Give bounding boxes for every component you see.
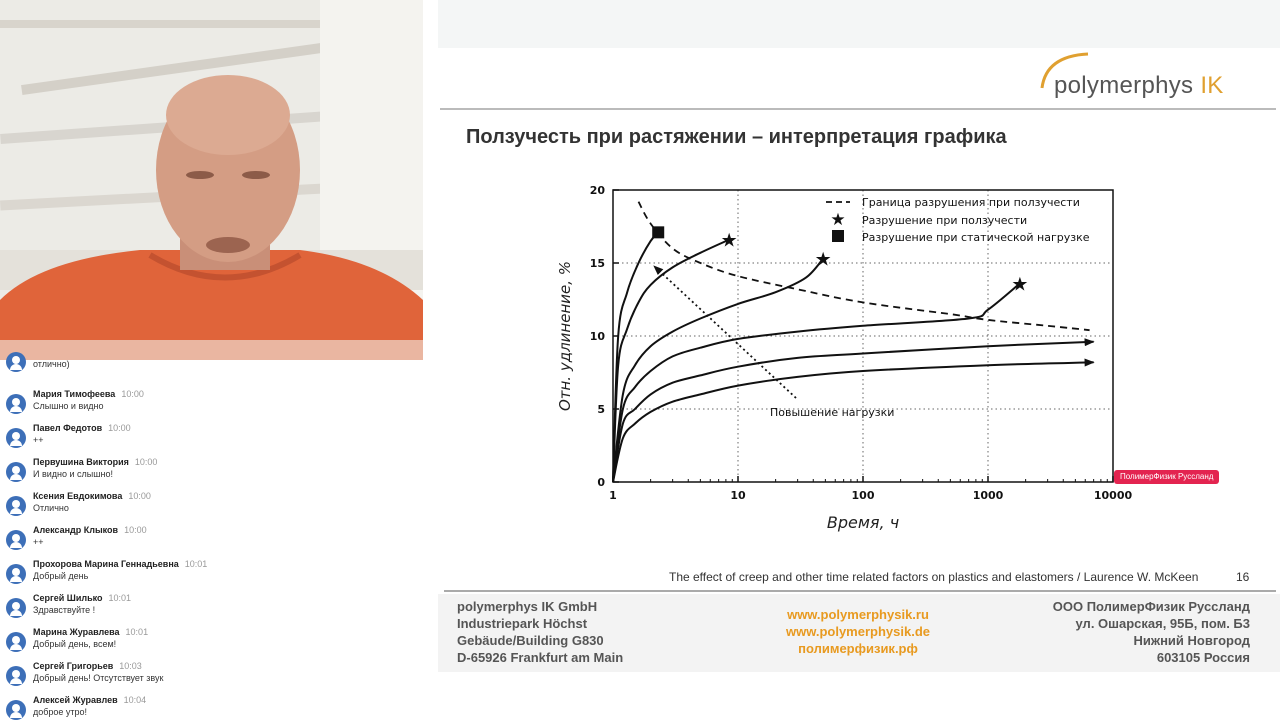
footer-link[interactable]: www.polymerphysik.de <box>785 624 930 639</box>
slide-top-band <box>438 0 1280 48</box>
chat-time: 10:00 <box>124 525 147 535</box>
chat-message-text: Добрый день, всем! <box>33 639 117 649</box>
footer-divider <box>444 590 1276 592</box>
chat-time: 10:00 <box>134 457 158 467</box>
static-rupture-square-icon <box>652 226 664 238</box>
user-avatar-icon <box>6 598 26 618</box>
footer-link[interactable]: полимерфизик.рф <box>798 641 918 656</box>
slide-page-number: 16 <box>1236 570 1250 584</box>
chat-author: Марина Журавлева <box>33 627 120 637</box>
chat-message <box>0 660 432 694</box>
footer-link[interactable]: www.polymerphysik.ru <box>787 607 929 622</box>
footer-line: Нижний Новгород <box>1133 633 1250 648</box>
y-tick-label: 0 <box>597 476 605 489</box>
chat-message-text: Отлично <box>33 503 69 513</box>
x-tick-label: 1000 <box>972 489 1004 502</box>
chat-message <box>0 694 432 728</box>
footer-websites <box>768 606 948 657</box>
chat-time: 10:00 <box>108 423 131 433</box>
chat-author: Ксения Евдокимова <box>33 491 123 501</box>
chat-time: 10:00 <box>121 389 144 399</box>
chat-author: Прохорова Марина Геннадьевна <box>33 559 179 569</box>
logo-accent: IK <box>1200 72 1224 99</box>
chat-author: Мария Тимофеева <box>33 389 116 399</box>
logo-text: polymerphys <box>1054 72 1201 99</box>
user-avatar-icon <box>6 700 26 720</box>
user-avatar-icon <box>6 352 26 372</box>
chat-time: 10:01 <box>125 627 149 637</box>
chat-time: 10:01 <box>108 593 132 603</box>
user-avatar-icon <box>6 632 26 652</box>
creep-curve <box>613 362 1094 482</box>
legend-item: Разрушение при статической нагрузке <box>862 231 1090 244</box>
annotation-arrow <box>654 266 796 398</box>
chat-message-text: ++ <box>33 537 44 547</box>
chat-time: 10:01 <box>184 559 208 569</box>
chat-author: Первушина Виктория <box>33 457 129 467</box>
chat-time: 10:03 <box>119 661 142 671</box>
chat-message-text: Добрый день <box>33 571 89 581</box>
chat-time: 10:04 <box>123 695 147 705</box>
chat-message-text: Слышно и видно <box>33 401 104 411</box>
footer-line: ООО ПолимерФизик Руссланд <box>1052 599 1250 614</box>
slide-footer <box>438 594 1280 672</box>
annotation-text: Повышение нагрузки <box>770 406 895 419</box>
user-avatar-icon <box>6 394 26 414</box>
creep-curve <box>613 240 729 482</box>
legend-star-icon: ★ <box>830 210 846 230</box>
user-avatar-icon <box>6 428 26 448</box>
y-axis-label: Отн. удлинение, % <box>556 260 574 412</box>
footer-address-ru <box>1053 598 1250 666</box>
creep-chart <box>548 170 1133 550</box>
chat-message <box>0 524 432 558</box>
chat-message <box>0 422 432 456</box>
creep-rupture-star-icon: ★ <box>814 248 832 271</box>
x-axis-label: Время, ч <box>826 513 900 532</box>
x-tick-label: 10 <box>730 489 746 502</box>
x-tick-label: 100 <box>851 489 875 502</box>
chat-author: Алексей Журавлев <box>33 695 118 705</box>
watermark-tag: ПолимерФизик Руссланд <box>1114 470 1219 484</box>
user-avatar-icon <box>6 530 26 550</box>
chat-time: 10:00 <box>128 491 151 501</box>
chat-message <box>0 456 432 490</box>
chat-message-text: И видно и слышно! <box>33 469 113 479</box>
chat-message <box>0 346 432 380</box>
user-avatar-icon <box>6 564 26 584</box>
footer-line: polymerphys IK GmbH <box>457 599 598 614</box>
creep-rupture-star-icon: ★ <box>720 229 738 252</box>
chart-legend <box>826 196 1090 244</box>
slide-title: Ползучесть при растяжении – интерпретация графика <box>466 126 1007 148</box>
y-tick-label: 15 <box>589 257 605 270</box>
y-tick-label: 20 <box>589 184 605 197</box>
y-tick-label: 5 <box>597 403 605 416</box>
presentation-slide <box>438 0 1280 720</box>
divider <box>440 108 1276 110</box>
chat-message-text: отлично) <box>33 359 70 369</box>
presenter-video <box>0 0 423 360</box>
footer-line: D-65926 Frankfurt am Main <box>457 650 624 665</box>
chat-message <box>0 592 432 626</box>
chat-message <box>0 490 432 524</box>
x-tick-label: 10000 <box>1093 489 1133 502</box>
chat-author: Александр Клыков <box>33 525 119 535</box>
footer-address-de <box>457 598 623 666</box>
chat-panel <box>0 360 432 720</box>
company-logo <box>1034 50 1248 102</box>
footer-line: 603105 Россия <box>1156 650 1250 665</box>
user-avatar-icon <box>6 462 26 482</box>
slide-citation: The effect of creep and other time related factors on plastics and elastomers / Laurence W. McKeen <box>669 570 1199 584</box>
chat-author: Павел Федотов <box>33 423 103 433</box>
legend-square-icon <box>832 230 844 242</box>
chat-author: Сергей Григорьев <box>33 661 114 671</box>
legend-item: Разрушение при ползучести <box>862 214 1028 227</box>
chat-message-text: доброе утро! <box>33 707 88 717</box>
chat-message <box>0 388 432 422</box>
chat-message-text: Здравствуйте ! <box>33 605 96 615</box>
user-avatar-icon <box>6 666 26 686</box>
chat-message-text: Добрый день! Отсутствует звук <box>33 673 164 683</box>
x-tick-label: 1 <box>609 489 617 502</box>
legend-item: Граница разрушения при ползучести <box>862 196 1080 209</box>
user-avatar-icon <box>6 496 26 516</box>
footer-line: Gebäude/Building G830 <box>457 633 604 648</box>
chat-message <box>0 558 432 592</box>
chat-message-text: ++ <box>33 435 44 445</box>
creep-rupture-star-icon: ★ <box>1011 273 1029 296</box>
footer-line: ул. Ошарская, 95Б, пом. Б3 <box>1075 616 1250 631</box>
footer-line: Industriepark Höchst <box>457 616 588 631</box>
chat-author: Сергей Шилько <box>33 593 103 603</box>
y-tick-label: 10 <box>589 330 605 343</box>
chat-message <box>0 626 432 660</box>
